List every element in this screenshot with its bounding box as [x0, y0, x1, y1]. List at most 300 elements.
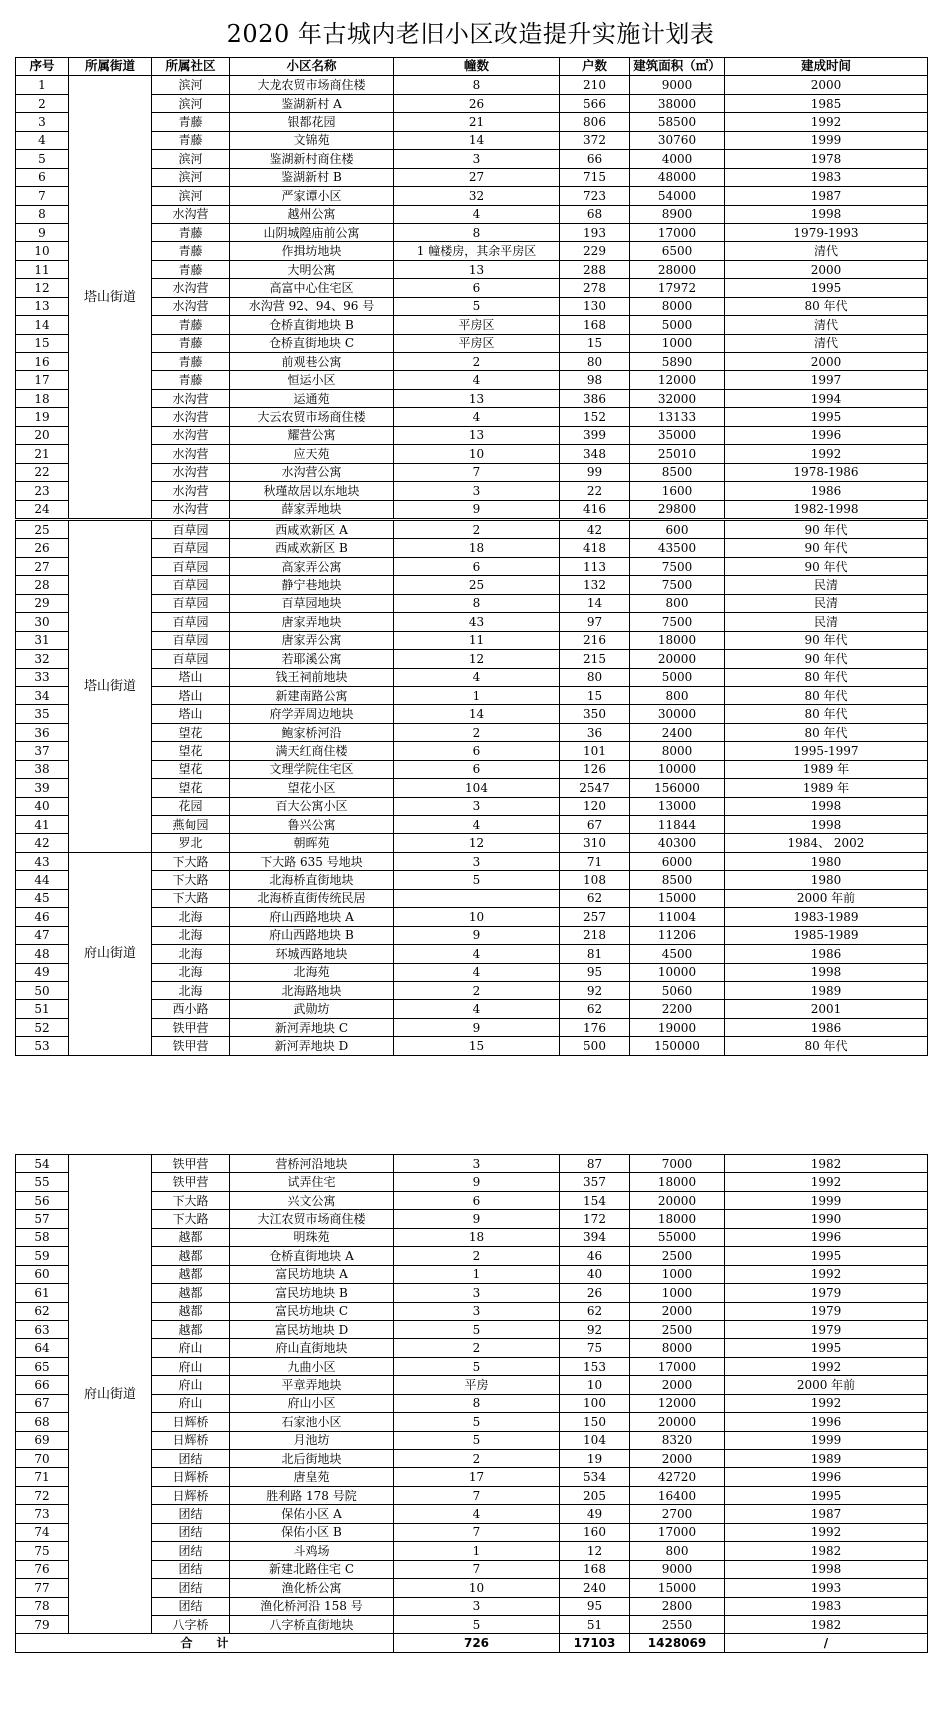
households-cell: 26: [560, 1284, 630, 1302]
area-cell: 1000: [630, 1284, 725, 1302]
built-time-cell: 1996: [725, 1468, 928, 1486]
households-cell: 386: [560, 389, 630, 407]
community-cell: 北海: [152, 945, 230, 963]
table-row: [16, 650, 928, 668]
table-row: [16, 260, 928, 278]
households-cell: 215: [560, 650, 630, 668]
complex-name-cell: 望花小区: [230, 779, 394, 797]
built-time-cell: 1989 年: [725, 779, 928, 797]
built-time-cell: 1989 年: [725, 760, 928, 778]
households-cell: 15: [560, 334, 630, 352]
households-cell: 416: [560, 500, 630, 518]
complex-name-cell: 保佑小区 B: [230, 1523, 394, 1541]
total-row: [16, 1634, 928, 1652]
table-row: [16, 389, 928, 407]
table-row: [16, 594, 928, 612]
row-index: 1: [16, 76, 69, 94]
complex-name-cell: 渔化桥河沿 158 号: [230, 1597, 394, 1615]
households-cell: 210: [560, 76, 630, 94]
complex-name-cell: 营桥河沿地块: [230, 1155, 394, 1173]
community-cell: 望花: [152, 723, 230, 741]
households-cell: 399: [560, 426, 630, 444]
buildings-cell: 7: [394, 1486, 560, 1504]
built-time-cell: 1992: [725, 445, 928, 463]
complex-name-cell: 水沟营公寓: [230, 463, 394, 481]
community-cell: 下大路: [152, 889, 230, 907]
community-cell: 铁甲营: [152, 1037, 230, 1055]
row-index: 18: [16, 389, 69, 407]
complex-name-cell: 文锦苑: [230, 131, 394, 149]
built-time-cell: 1987: [725, 187, 928, 205]
row-index: 45: [16, 889, 69, 907]
buildings-cell: 3: [394, 1597, 560, 1615]
built-time-cell: 1992: [725, 1173, 928, 1191]
households-cell: 36: [560, 723, 630, 741]
table-row: [16, 426, 928, 444]
table-row: [16, 521, 928, 539]
households-cell: 534: [560, 1468, 630, 1486]
row-index: 52: [16, 1018, 69, 1036]
complex-name-cell: 渔化桥公寓: [230, 1579, 394, 1597]
area-cell: 17000: [630, 1357, 725, 1375]
community-cell: 府山: [152, 1357, 230, 1375]
row-index: 54: [16, 1155, 69, 1173]
households-cell: 104: [560, 1431, 630, 1449]
row-index: 74: [16, 1523, 69, 1541]
buildings-cell: 平房: [394, 1376, 560, 1394]
row-index: 66: [16, 1376, 69, 1394]
community-cell: 花园: [152, 797, 230, 815]
households-cell: 152: [560, 408, 630, 426]
households-cell: 19: [560, 1450, 630, 1468]
complex-name-cell: 严家谭小区: [230, 187, 394, 205]
buildings-cell: 13: [394, 389, 560, 407]
community-cell: 百草园: [152, 650, 230, 668]
complex-name-cell: 九曲小区: [230, 1357, 394, 1375]
table-row: [16, 1000, 928, 1018]
row-index: 42: [16, 834, 69, 852]
complex-name-cell: 大云农贸市场商住楼: [230, 408, 394, 426]
built-time-cell: 1983: [725, 168, 928, 186]
community-cell: 北海: [152, 981, 230, 999]
complex-name-cell: 富民坊地块 D: [230, 1320, 394, 1338]
row-index: 47: [16, 926, 69, 944]
page-title: 2020 年古城内老旧小区改造提升实施计划表: [226, 20, 715, 48]
community-cell: 越都: [152, 1284, 230, 1302]
table-row: [16, 223, 928, 241]
area-cell: 42720: [630, 1468, 725, 1486]
households-cell: 130: [560, 297, 630, 315]
households-cell: 240: [560, 1579, 630, 1597]
area-cell: 11004: [630, 908, 725, 926]
community-cell: 北海: [152, 908, 230, 926]
built-time-cell: 民清: [725, 576, 928, 594]
community-cell: 团结: [152, 1450, 230, 1468]
households-cell: 62: [560, 1302, 630, 1320]
table-row: [16, 113, 928, 131]
complex-name-cell: 胜利路 178 号院: [230, 1486, 394, 1504]
community-cell: 团结: [152, 1523, 230, 1541]
area-cell: 800: [630, 1542, 725, 1560]
households-cell: 566: [560, 94, 630, 112]
area-cell: 13000: [630, 797, 725, 815]
area-cell: 2400: [630, 723, 725, 741]
buildings-cell: 2: [394, 1450, 560, 1468]
table-row: [16, 187, 928, 205]
built-time-cell: 1980: [725, 852, 928, 870]
table-row: [16, 926, 928, 944]
row-index: 38: [16, 760, 69, 778]
community-cell: 铁甲营: [152, 1018, 230, 1036]
built-time-cell: 1986: [725, 482, 928, 500]
community-cell: 望花: [152, 760, 230, 778]
buildings-cell: 9: [394, 500, 560, 518]
community-cell: 青藤: [152, 316, 230, 334]
row-index: 61: [16, 1284, 69, 1302]
buildings-cell: [394, 889, 560, 907]
complex-name-cell: 新河弄地块 C: [230, 1018, 394, 1036]
households-cell: 42: [560, 521, 630, 539]
community-cell: 青藤: [152, 371, 230, 389]
row-index: 56: [16, 1191, 69, 1209]
complex-name-cell: 高家弄公寓: [230, 557, 394, 575]
community-cell: 日辉桥: [152, 1486, 230, 1504]
complex-name-cell: 鉴湖新村商住楼: [230, 150, 394, 168]
row-index: 31: [16, 631, 69, 649]
community-cell: 滨河: [152, 94, 230, 112]
buildings-cell: 3: [394, 150, 560, 168]
buildings-cell: 26: [394, 94, 560, 112]
row-index: 15: [16, 334, 69, 352]
community-cell: 日辉桥: [152, 1468, 230, 1486]
buildings-cell: 13: [394, 260, 560, 278]
complex-name-cell: 兴文公寓: [230, 1191, 394, 1209]
households-cell: 71: [560, 852, 630, 870]
row-index: 65: [16, 1357, 69, 1375]
complex-name-cell: 富民坊地块 B: [230, 1284, 394, 1302]
buildings-cell: 14: [394, 705, 560, 723]
community-cell: 百草园: [152, 557, 230, 575]
area-cell: 10000: [630, 963, 725, 981]
area-cell: 32000: [630, 389, 725, 407]
complex-name-cell: 富民坊地块 C: [230, 1302, 394, 1320]
complex-name-cell: 鲁兴公寓: [230, 816, 394, 834]
community-cell: 青藤: [152, 260, 230, 278]
table-row: [16, 705, 928, 723]
area-cell: 7000: [630, 1155, 725, 1173]
area-cell: 18000: [630, 631, 725, 649]
row-index: 13: [16, 297, 69, 315]
buildings-cell: 2: [394, 981, 560, 999]
buildings-cell: 8: [394, 223, 560, 241]
households-cell: 49: [560, 1505, 630, 1523]
row-index: 67: [16, 1394, 69, 1412]
households-cell: 92: [560, 1320, 630, 1338]
total-area: 1428069: [630, 1634, 725, 1652]
area-cell: 19000: [630, 1018, 725, 1036]
table-row: [16, 1394, 928, 1412]
row-index: 29: [16, 594, 69, 612]
area-cell: 17000: [630, 223, 725, 241]
households-cell: 80: [560, 668, 630, 686]
table-row: [16, 150, 928, 168]
table-row: [16, 557, 928, 575]
households-cell: 10: [560, 1376, 630, 1394]
row-index: 3: [16, 113, 69, 131]
plan-table-part-3: [15, 1154, 928, 1653]
complex-name-cell: 唐家弄公寓: [230, 631, 394, 649]
col-header-buildings: 幢数: [394, 58, 560, 76]
area-cell: 2550: [630, 1615, 725, 1633]
row-index: 16: [16, 353, 69, 371]
row-index: 55: [16, 1173, 69, 1191]
complex-name-cell: 府山西路地块 B: [230, 926, 394, 944]
col-header-district: 所属街道: [69, 58, 152, 76]
complex-name-cell: 府山西路地块 A: [230, 908, 394, 926]
area-cell: 8500: [630, 871, 725, 889]
built-time-cell: 80 年代: [725, 705, 928, 723]
area-cell: 17972: [630, 279, 725, 297]
table-row: [16, 1320, 928, 1338]
table-row: [16, 1228, 928, 1246]
area-cell: 7500: [630, 557, 725, 575]
table-row: [16, 168, 928, 186]
built-time-cell: 1983: [725, 1597, 928, 1615]
area-cell: 58500: [630, 113, 725, 131]
complex-name-cell: 环城西路地块: [230, 945, 394, 963]
households-cell: 168: [560, 1560, 630, 1578]
complex-name-cell: 平章弄地块: [230, 1376, 394, 1394]
community-cell: 八字桥: [152, 1615, 230, 1633]
complex-name-cell: 仓桥直街地块 B: [230, 316, 394, 334]
table-row: [16, 371, 928, 389]
area-cell: 2800: [630, 1597, 725, 1615]
community-cell: 水沟营: [152, 426, 230, 444]
area-cell: 15000: [630, 1579, 725, 1597]
table-row: [16, 760, 928, 778]
complex-name-cell: 银都花园: [230, 113, 394, 131]
households-cell: 68: [560, 205, 630, 223]
built-time-cell: 1995: [725, 1486, 928, 1504]
community-cell: 越都: [152, 1265, 230, 1283]
area-cell: 18000: [630, 1173, 725, 1191]
community-cell: 滨河: [152, 187, 230, 205]
col-header-community: 所属社区: [152, 58, 230, 76]
buildings-cell: 104: [394, 779, 560, 797]
row-index: 23: [16, 482, 69, 500]
community-cell: 望花: [152, 779, 230, 797]
community-cell: 青藤: [152, 334, 230, 352]
table-row: [16, 1284, 928, 1302]
households-cell: 176: [560, 1018, 630, 1036]
row-index: 32: [16, 650, 69, 668]
table-row: [16, 1037, 928, 1055]
community-cell: 滨河: [152, 168, 230, 186]
area-cell: 13133: [630, 408, 725, 426]
row-index: 10: [16, 242, 69, 260]
area-cell: 8000: [630, 297, 725, 315]
total-households: 17103: [560, 1634, 630, 1652]
buildings-cell: 2: [394, 1247, 560, 1265]
buildings-cell: 3: [394, 1155, 560, 1173]
table-row: [16, 797, 928, 815]
complex-name-cell: 仓桥直街地块 A: [230, 1247, 394, 1265]
area-cell: 15000: [630, 889, 725, 907]
row-index: 14: [16, 316, 69, 334]
buildings-cell: 4: [394, 816, 560, 834]
households-cell: 126: [560, 760, 630, 778]
buildings-cell: 9: [394, 1018, 560, 1036]
row-index: 19: [16, 408, 69, 426]
table-row: [16, 482, 928, 500]
built-time-cell: 1992: [725, 113, 928, 131]
buildings-cell: 5: [394, 1413, 560, 1431]
complex-name-cell: 恒运小区: [230, 371, 394, 389]
col-header-area: 建筑面积（㎡）: [630, 58, 725, 76]
built-time-cell: 1998: [725, 963, 928, 981]
complex-name-cell: 若耶溪公寓: [230, 650, 394, 668]
table-row: [16, 131, 928, 149]
row-index: 72: [16, 1486, 69, 1504]
table-row: [16, 889, 928, 907]
table-row: [16, 279, 928, 297]
complex-name-cell: 山阴城隍庙前公寓: [230, 223, 394, 241]
built-time-cell: 1996: [725, 1413, 928, 1431]
table-row: [16, 1413, 928, 1431]
community-cell: 水沟营: [152, 297, 230, 315]
row-index: 2: [16, 94, 69, 112]
complex-name-cell: 秋瑾故居以东地块: [230, 482, 394, 500]
complex-name-cell: 北海桥直街地块: [230, 871, 394, 889]
built-time-cell: 90 年代: [725, 631, 928, 649]
built-time-cell: 2000 年前: [725, 889, 928, 907]
area-cell: 2000: [630, 1302, 725, 1320]
households-cell: 120: [560, 797, 630, 815]
households-cell: 66: [560, 150, 630, 168]
buildings-cell: 4: [394, 963, 560, 981]
area-cell: 2700: [630, 1505, 725, 1523]
total-buildings: 726: [394, 1634, 560, 1652]
buildings-cell: 4: [394, 408, 560, 426]
households-cell: 806: [560, 113, 630, 131]
community-cell: 滨河: [152, 76, 230, 94]
built-time-cell: 1992: [725, 1523, 928, 1541]
complex-name-cell: 鉴湖新村 A: [230, 94, 394, 112]
community-cell: 团结: [152, 1542, 230, 1560]
table-row: [16, 1339, 928, 1357]
community-cell: 团结: [152, 1505, 230, 1523]
built-time-cell: 2000 年前: [725, 1376, 928, 1394]
built-time-cell: 1996: [725, 1228, 928, 1246]
built-time-cell: 1993: [725, 1579, 928, 1597]
col-header-households: 户数: [560, 58, 630, 76]
complex-name-cell: 作揖坊地块: [230, 242, 394, 260]
built-time-cell: 1998: [725, 816, 928, 834]
row-index: 64: [16, 1339, 69, 1357]
households-cell: 218: [560, 926, 630, 944]
buildings-cell: 17: [394, 1468, 560, 1486]
area-cell: 5000: [630, 668, 725, 686]
area-cell: 20000: [630, 1413, 725, 1431]
row-index: 44: [16, 871, 69, 889]
community-cell: 北海: [152, 963, 230, 981]
households-cell: 160: [560, 1523, 630, 1541]
buildings-cell: 14: [394, 131, 560, 149]
buildings-cell: 6: [394, 557, 560, 575]
complex-name-cell: 鉴湖新村 B: [230, 168, 394, 186]
buildings-cell: 7: [394, 463, 560, 481]
households-cell: 288: [560, 260, 630, 278]
households-cell: 172: [560, 1210, 630, 1228]
row-index: 75: [16, 1542, 69, 1560]
built-time-cell: 1995: [725, 408, 928, 426]
complex-name-cell: 西咸欢新区 B: [230, 539, 394, 557]
area-cell: 1000: [630, 334, 725, 352]
households-cell: 40: [560, 1265, 630, 1283]
households-cell: 150: [560, 1413, 630, 1431]
complex-name-cell: 斗鸡场: [230, 1542, 394, 1560]
table-row: [16, 908, 928, 926]
households-cell: 101: [560, 742, 630, 760]
community-cell: 青藤: [152, 353, 230, 371]
community-cell: 铁甲营: [152, 1155, 230, 1173]
buildings-cell: 13: [394, 426, 560, 444]
buildings-cell: 6: [394, 279, 560, 297]
buildings-cell: 9: [394, 926, 560, 944]
table-row: [16, 1505, 928, 1523]
table-row: [16, 779, 928, 797]
community-cell: 百草园: [152, 521, 230, 539]
table-row: [16, 242, 928, 260]
area-cell: 8320: [630, 1431, 725, 1449]
area-cell: 2000: [630, 1450, 725, 1468]
community-cell: 团结: [152, 1579, 230, 1597]
complex-name-cell: 薛家弄地块: [230, 500, 394, 518]
community-cell: 铁甲营: [152, 1173, 230, 1191]
row-index: 24: [16, 500, 69, 518]
buildings-cell: 4: [394, 945, 560, 963]
complex-name-cell: 保佑小区 A: [230, 1505, 394, 1523]
households-cell: 99: [560, 463, 630, 481]
built-time-cell: 90 年代: [725, 557, 928, 575]
buildings-cell: 2: [394, 723, 560, 741]
area-cell: 11844: [630, 816, 725, 834]
plan-table-part-2: [15, 520, 928, 1056]
built-time-cell: 清代: [725, 316, 928, 334]
built-time-cell: 1990: [725, 1210, 928, 1228]
table-row: [16, 631, 928, 649]
complex-name-cell: 耀营公寓: [230, 426, 394, 444]
built-time-cell: 1986: [725, 1018, 928, 1036]
row-index: 35: [16, 705, 69, 723]
built-time-cell: 1982: [725, 1615, 928, 1633]
row-index: 26: [16, 539, 69, 557]
buildings-cell: 7: [394, 1523, 560, 1541]
community-cell: 北海: [152, 926, 230, 944]
built-time-cell: 民清: [725, 613, 928, 631]
community-cell: 滨河: [152, 150, 230, 168]
buildings-cell: 18: [394, 1228, 560, 1246]
community-cell: 越都: [152, 1247, 230, 1265]
complex-name-cell: 大江农贸市场商住楼: [230, 1210, 394, 1228]
complex-name-cell: 府学弄周边地块: [230, 705, 394, 723]
table-row: [16, 613, 928, 631]
households-cell: 80: [560, 353, 630, 371]
community-cell: 燕甸园: [152, 816, 230, 834]
complex-name-cell: 府山小区: [230, 1394, 394, 1412]
community-cell: 下大路: [152, 1191, 230, 1209]
households-cell: 132: [560, 576, 630, 594]
